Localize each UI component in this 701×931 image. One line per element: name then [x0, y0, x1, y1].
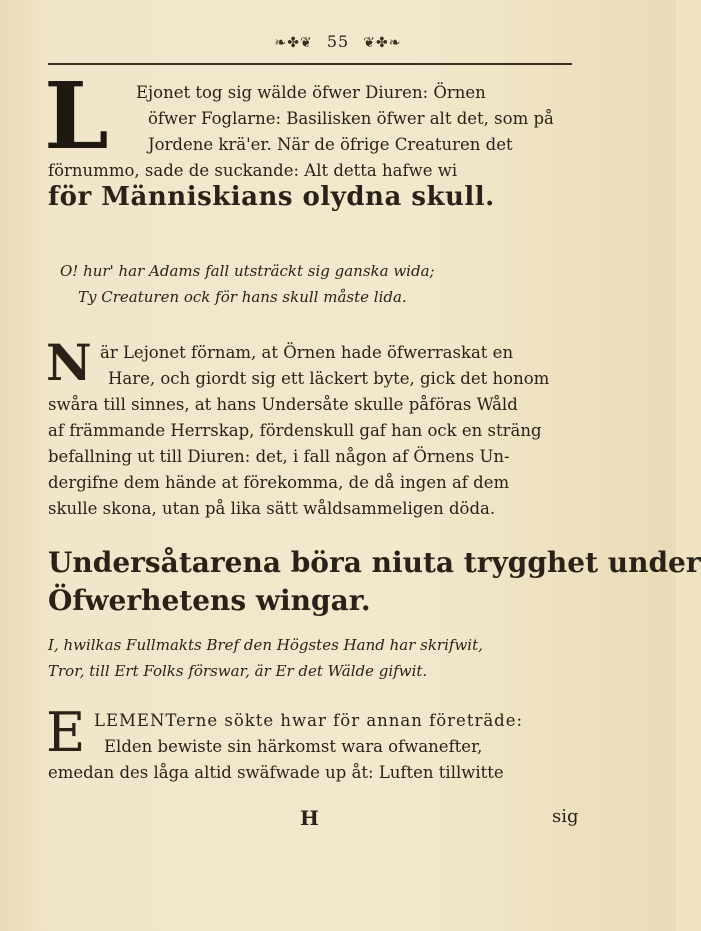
page-header: [0, 32, 676, 51]
section3-paragraph: [48, 708, 572, 786]
page-number: 55: [326, 32, 350, 51]
text-line: Ejonet tog sig wälde öfwer Diuren: Örnen: [136, 83, 486, 102]
text-line: befallning ut till Diuren: det, i fall någon af Örnens Un-: [48, 447, 510, 466]
text-line: LEMENTerne sökte hwar för annan företräde:: [94, 711, 524, 730]
text-line: förnummo, sade de suckande: Alt detta hafwe wi: [48, 161, 458, 180]
drop-cap-n: N: [46, 333, 92, 392]
text-line: dergifne dem hände at förekomma, de då ingen af dem: [48, 473, 510, 492]
verse-line: Ty Creaturen ock för hans skull måste lida.: [78, 288, 407, 306]
drop-cap-e: E: [46, 701, 86, 764]
text-line: Jordene krä'er. När de öfrige Creaturen det: [148, 135, 513, 154]
text-line: öfwer Foglarne: Basilisken öfwer alt det, som på: [148, 109, 554, 128]
text-line: af främmande Herrskap, fördenskull gaf han ock en sträng: [48, 421, 542, 440]
ornament-left-icon: ❧✤❦: [274, 35, 313, 51]
text-line: Hare, och giordt sig ett läckert byte, gick det honom: [108, 369, 550, 388]
section2-verse: [48, 632, 572, 684]
section2-paragraph: [48, 340, 572, 522]
text-line: skulle skona, utan på lika sätt wåldsammeligen döda.: [48, 499, 496, 518]
section1-verse: [48, 258, 584, 310]
drop-cap-l: L: [44, 62, 109, 170]
moral-headline: Undersåtarena böra niuta trygghet under: [48, 546, 701, 579]
text-line: Elden bewiste sin härkomst wara ofwanefter,: [104, 737, 483, 756]
header-rule: [48, 63, 572, 65]
signature-mark: H: [300, 806, 319, 830]
text-line: för Människians olydna skull.: [48, 182, 495, 212]
moral-headline: Öfwerhetens wingar.: [48, 584, 371, 617]
text-line: är Lejonet förnam, at Örnen hade öfwerraskat en: [100, 343, 514, 362]
text-line: emedan des låga altid swäfwade up åt: Luften tillwitte: [48, 763, 504, 782]
verse-line: O! hur' har Adams fall utsträckt sig ganska wida;: [60, 262, 435, 280]
section1-paragraph: [48, 80, 572, 210]
catchword: sig: [552, 806, 579, 827]
verse-line: Tror, till Ert Folks förswar, är Er det Wälde gifwit.: [48, 662, 428, 680]
text-line: swåra till sinnes, at hans Undersåte skulle påföras Wåld: [48, 395, 518, 414]
ornament-right-icon: ❦✤❧: [363, 35, 402, 51]
section2-headline: [48, 544, 701, 620]
verse-line: I, hwilkas Fullmakts Bref den Högstes Hand har skrifwit,: [48, 636, 483, 654]
